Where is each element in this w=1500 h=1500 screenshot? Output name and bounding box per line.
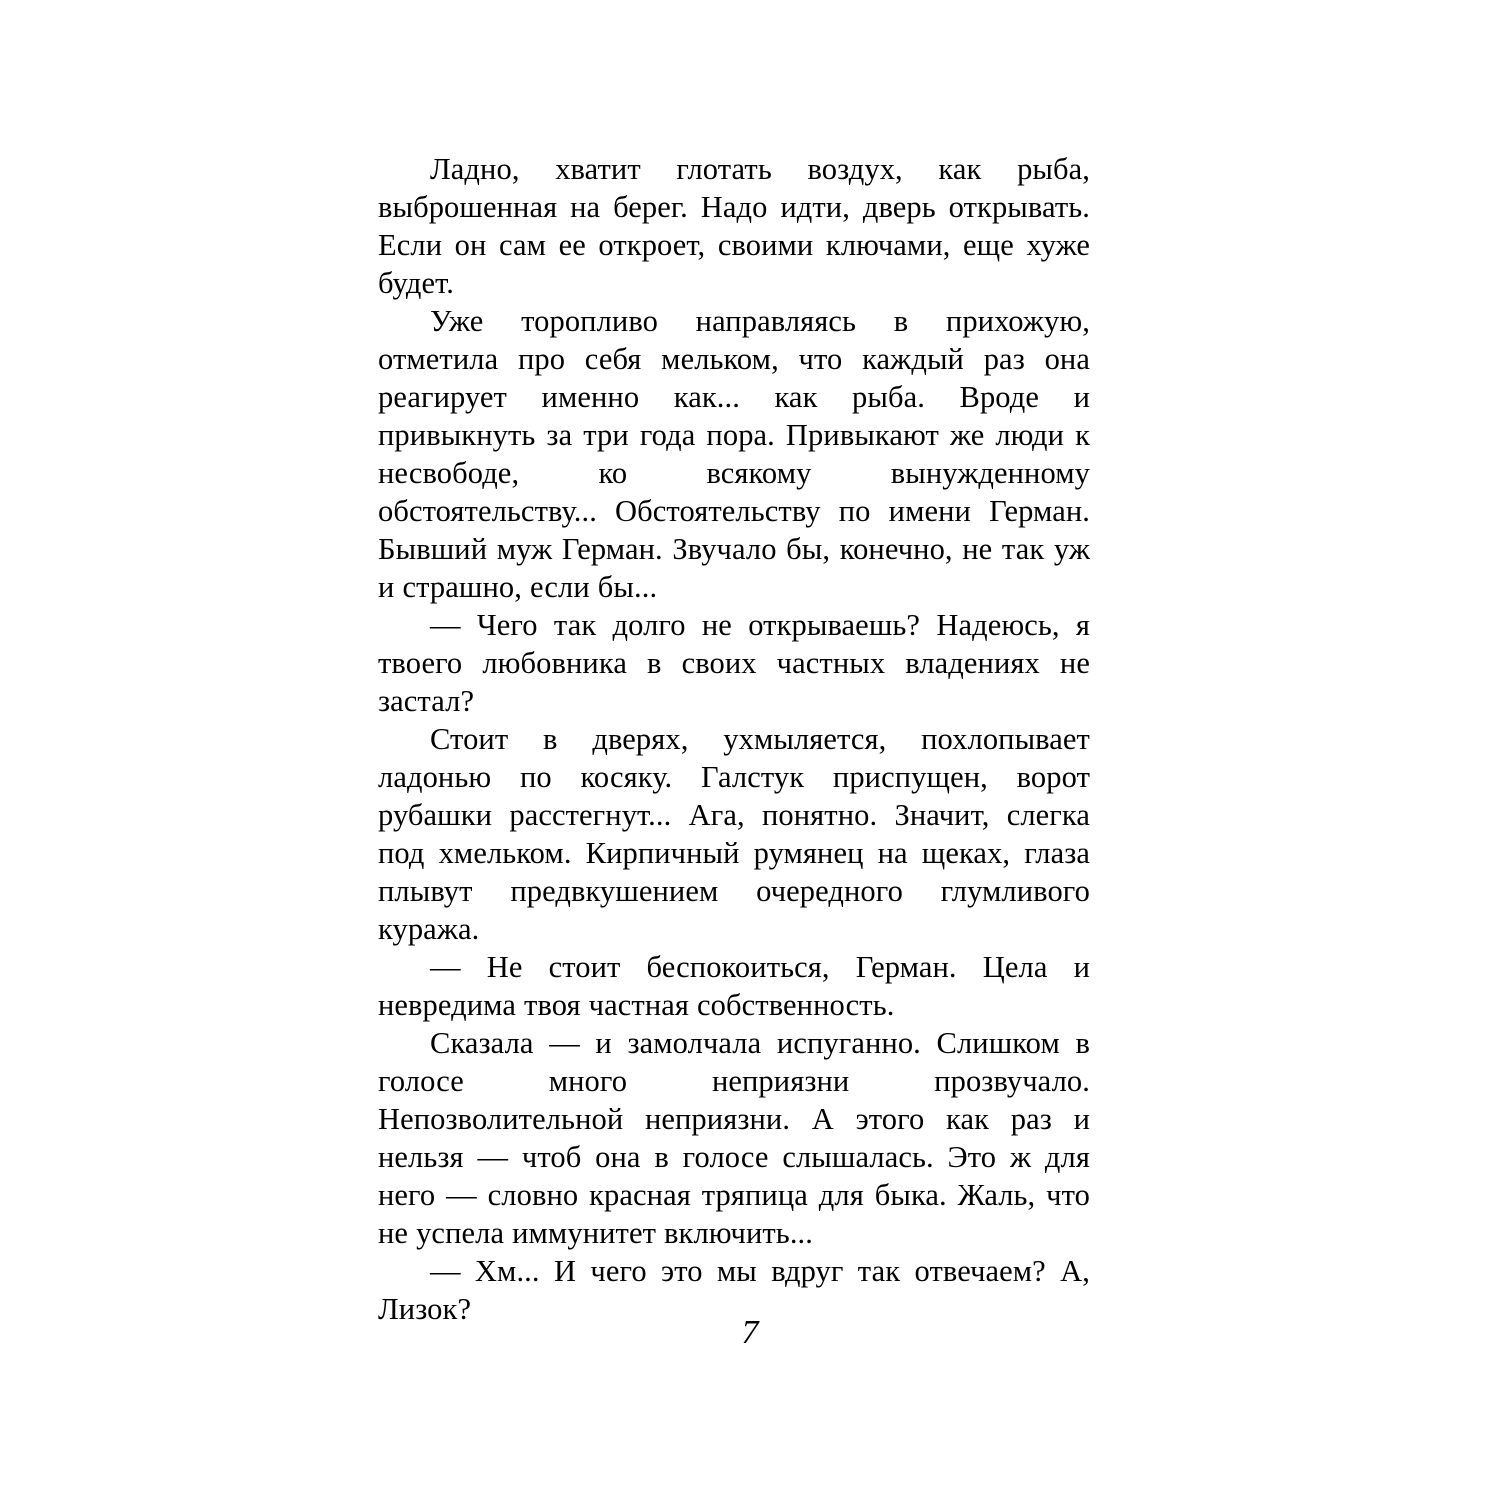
- paragraph: Уже торопливо направляясь в прихожую, отметила про себя мельком, что каждый раз она реагирует именно как... как рыба. Вроде и привыкнуть за три года пора. Привыкают же люди к несвободе, ко всякому вынужденному обстоятельству... Обстоятельству по имени Герман. Бывший муж Герман. Звучало бы, конечно, не так уж и страшно, если бы...: [378, 304, 1090, 604]
- paragraph-dialogue: — Хм... И чего это мы вдруг так отвечаем? А, Лизок?: [378, 1254, 1090, 1326]
- page-number: 7: [741, 1314, 759, 1351]
- paragraph: Стоит в дверях, ухмыляется, похлопывает ладонью по косяку. Галстук приспущен, ворот рубашки расстегнут... Ага, понятно. Значит, слегка под хмельком. Кирпичный румянец на щеках, глаза плывут предвкушением очередного глумливого куража.: [378, 722, 1090, 946]
- paragraph-dialogue: — Не стоит беспокоиться, Герман. Цела и невредима твоя частная собственность.: [378, 950, 1090, 1022]
- paragraph-dialogue: — Чего так долго не открываешь? Надеюсь, я твоего любовника в своих частных владениях не застал?: [378, 608, 1090, 718]
- page-body-text: [378, 150, 1090, 1328]
- paragraph: Ладно, хватит глотать воздух, как рыба, выброшенная на берег. Надо идти, дверь открывать. Если он сам ее откроет, своими ключами, еще хуже будет.: [378, 152, 1090, 300]
- paragraph: Сказала — и замолчала испуганно. Слишком в голосе много неприязни прозвучало. Непозволительной неприязни. А этого как раз и нельзя — чтоб она в голосе слышалась. Это ж для него — словно красная тряпица для быка. Жаль, что не успела иммунитет включить...: [378, 1026, 1090, 1250]
